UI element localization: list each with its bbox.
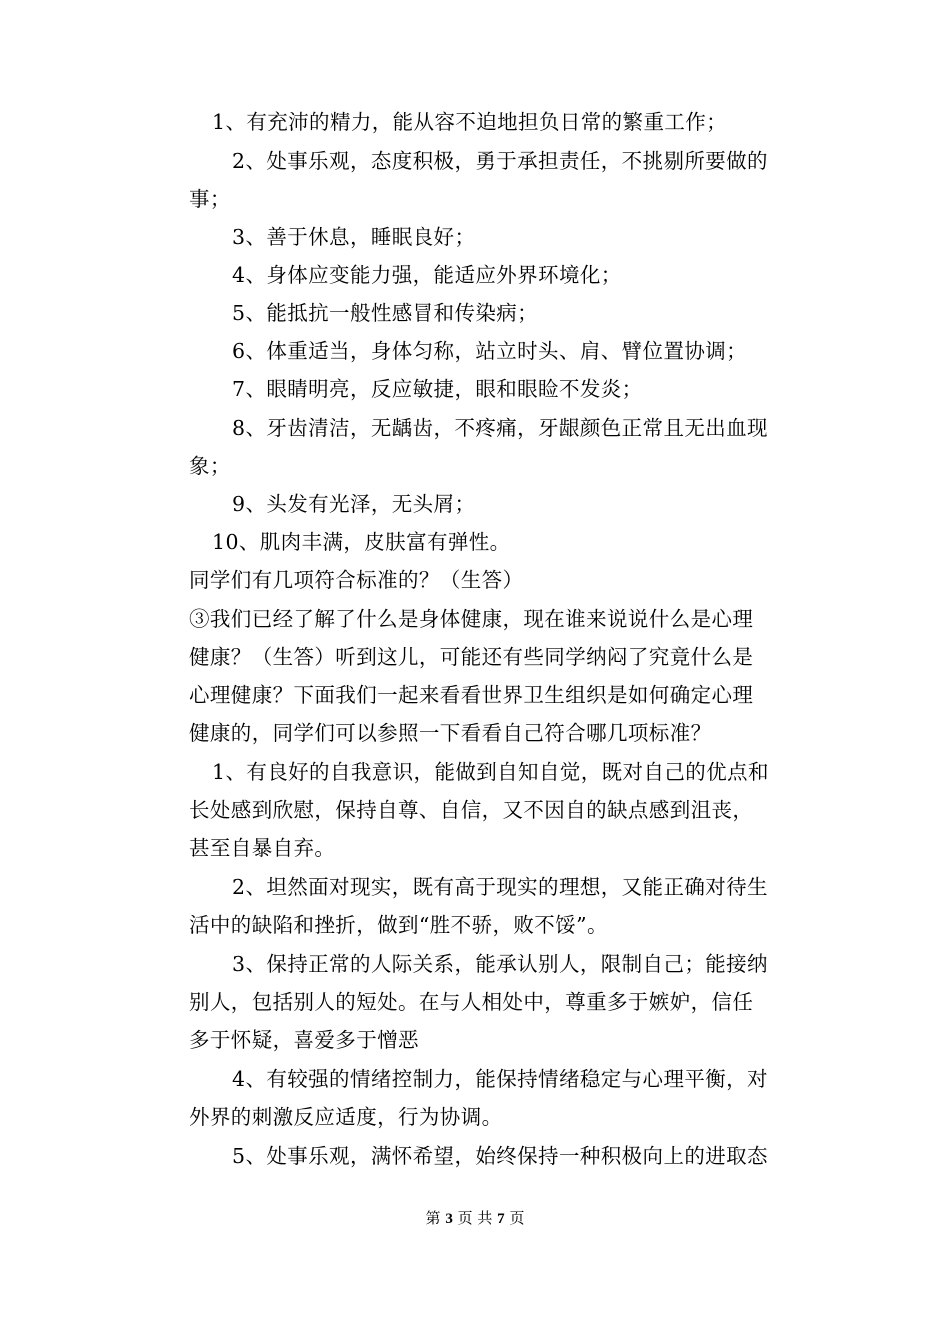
text-line: 3、善于休息，睡眠良好； <box>232 225 476 249</box>
text-line: 外界的刺激反应适度，行为协调。 <box>189 1105 503 1129</box>
text-line: 8、牙齿清洁，无龋齿，不疼痛，牙龈颜色正常且无出血现 <box>232 416 768 440</box>
text-line: 长处感到欣慰，保持自尊、自信，又不因自的缺点感到沮丧， <box>189 798 754 822</box>
text-line: 7、眼睛明亮，反应敏捷，眼和眼睑不发炎； <box>232 377 643 401</box>
text-line: 5、处事乐观，满怀希望，始终保持一种积极向上的进取态 <box>232 1144 768 1168</box>
text-line: 1、有充沛的精力，能从容不迫地担负日常的繁重工作； <box>212 110 728 134</box>
text-line: 事； <box>189 187 231 211</box>
text-line: 9、头发有光泽，无头屑； <box>232 492 476 516</box>
text-line: 甚至自暴自弃。 <box>189 836 336 860</box>
page-footer <box>0 1208 950 1229</box>
text-line: 5、能抵抗一般性感冒和传染病； <box>232 301 539 325</box>
text-line: 1、有良好的自我意识，能做到自知自觉，既对自己的优点和 <box>212 760 769 784</box>
text-line: 活中的缺陷和挫折，做到“胜不骄，败不馁”。 <box>189 913 608 937</box>
text-line: 2、处事乐观，态度积极，勇于承担责任，不挑剔所要做的 <box>232 149 768 173</box>
text-line: 6、体重适当，身体匀称，站立时头、肩、臂位置协调； <box>232 339 748 363</box>
total-pages-number: 7 <box>497 1211 505 1227</box>
text-line: 健康？（生答）听到这儿，可能还有些同学纳闷了究竟什么是 <box>189 645 754 669</box>
text-line: 2、坦然面对现实，既有高于现实的理想，又能正确对待生 <box>232 875 768 899</box>
text-line: 10、肌肉丰满，皮肤富有弹性。 <box>212 530 511 554</box>
footer-prefix: 第 <box>425 1209 441 1227</box>
text-line: ③我们已经了解了什么是身体健康，现在谁来说说什么是心理 <box>189 607 754 631</box>
text-line: 3、保持正常的人际关系，能承认别人，限制自己；能接纳 <box>232 952 768 976</box>
text-line: 4、身体应变能力强，能适应外界环境化； <box>232 263 622 287</box>
text-line: 健康的，同学们可以参照一下看看自己符合哪几项标准？ <box>189 721 712 745</box>
footer-suffix: 页 <box>509 1209 525 1227</box>
text-line: 4、有较强的情绪控制力，能保持情绪稳定与心理平衡，对 <box>232 1067 768 1091</box>
current-page-number: 3 <box>445 1211 453 1227</box>
footer-middle: 页 共 <box>457 1209 493 1227</box>
text-line: 别人，包括别人的短处。在与人相处中，尊重多于嫉妒，信任 <box>189 990 754 1014</box>
text-line: 心理健康？下面我们一起来看看世界卫生组织是如何确定心理 <box>189 683 754 707</box>
text-line: 同学们有几项符合标准的？（生答） <box>189 568 524 592</box>
text-line: 象； <box>189 454 231 478</box>
text-line: 多于怀疑，喜爱多于憎恶 <box>189 1028 419 1052</box>
